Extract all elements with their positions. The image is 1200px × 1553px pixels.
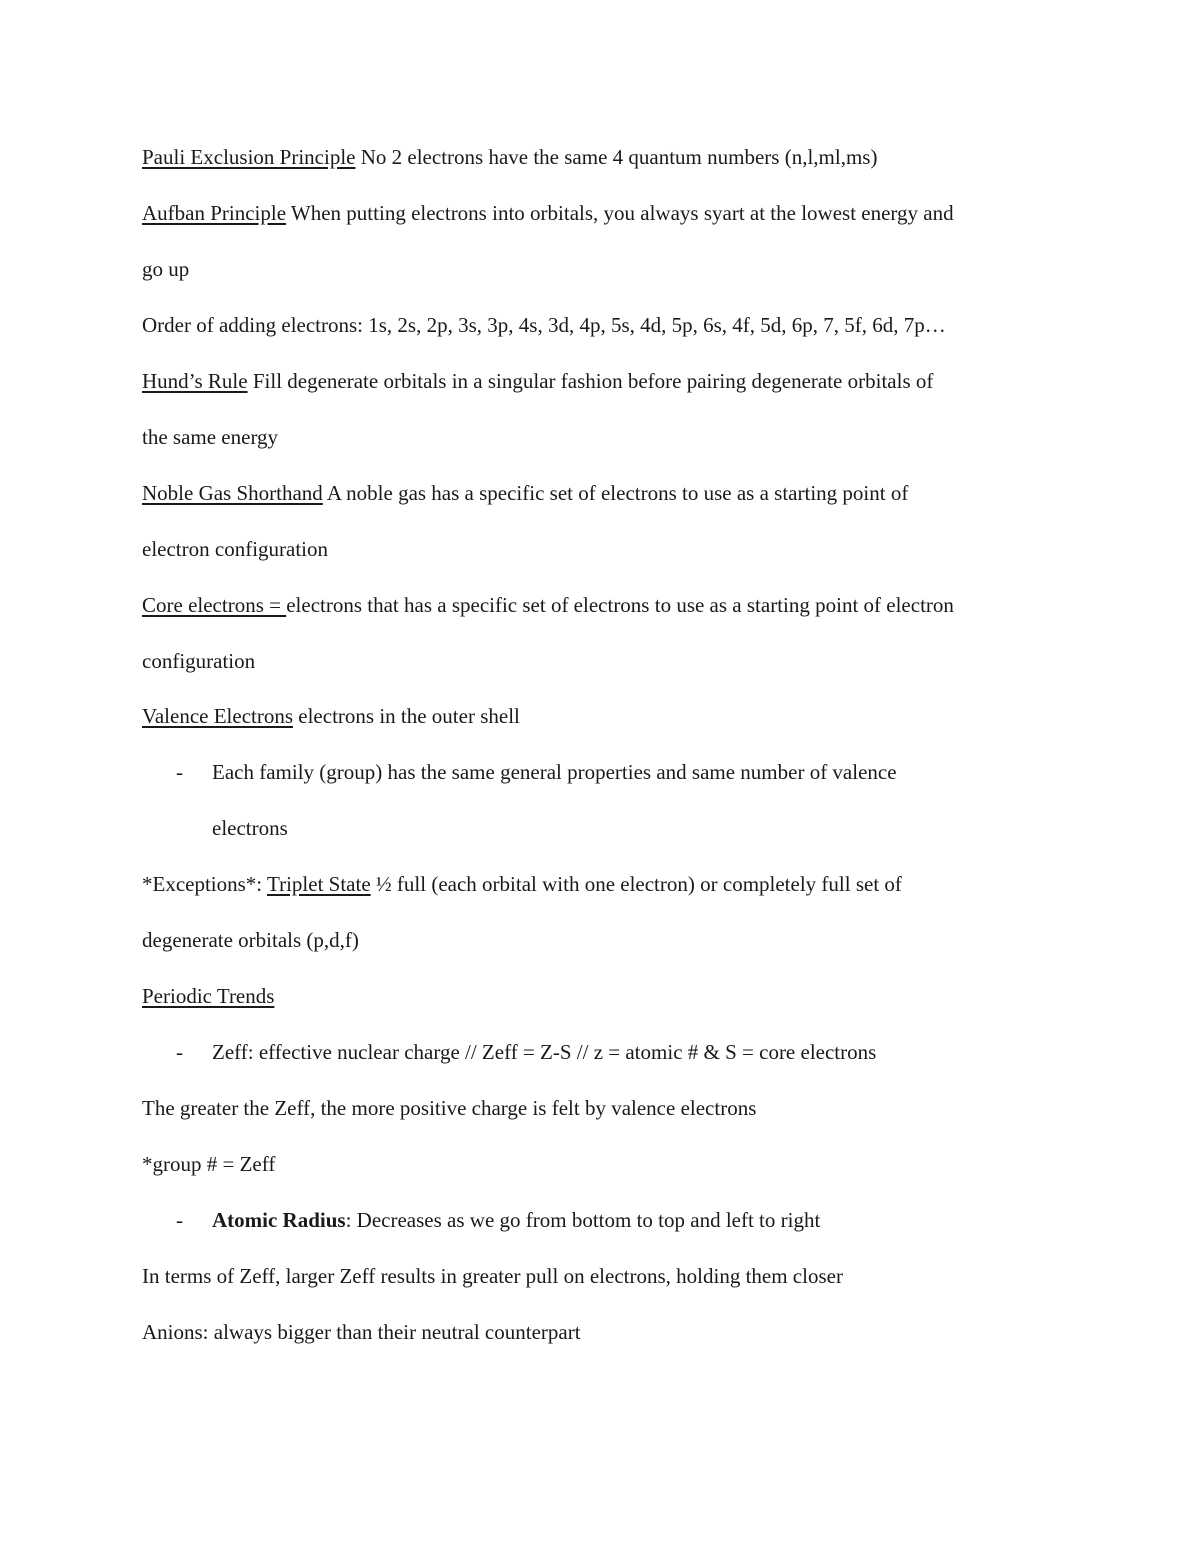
exceptions-prefix: *Exceptions*: [142,872,268,896]
zeff-line: The greater the Zeff, the more positive charge is felt by valence electrons [142,1096,757,1120]
core-line [142,592,954,618]
noble-cont: electron configuration [142,537,329,561]
radius-line [212,1207,820,1233]
zeff-bullet-mark: - [176,1040,183,1064]
noble-text: A noble gas has a specific set of electrons to use as a starting point of [322,481,909,505]
hund-line [142,368,933,394]
order-line: Order of adding electrons: 1s, 2s, 2p, 3s, 3p, 4s, 3d, 4p, 5s, 4d, 5p, 6s, 4f, 5d, 6p, 7, 5f, 6d, 7p… [142,313,946,337]
core-cont: configuration [142,649,256,673]
valence-text: electrons in the outer shell [293,704,520,728]
noble-line [142,480,908,506]
exceptions-cont: degenerate orbitals (p,d,f) [142,928,359,952]
valence-term: Valence Electrons [142,704,294,728]
valence-line [142,703,520,729]
anions-line: Anions: always bigger than their neutral counterpart [142,1320,581,1344]
periodic-heading: Periodic Trends [142,984,275,1008]
hund-cont: the same energy [142,425,279,449]
radius-bullet-mark: - [176,1208,183,1232]
pauli-term: Pauli Exclusion Principle [142,145,356,169]
exceptions-term: Triplet State [267,872,371,896]
pauli-text: No 2 electrons have the same 4 quantum numbers (n,l,ml,ms) [355,145,878,169]
radius-term: Atomic Radius [212,1208,346,1232]
radius-text: : Decreases as we go from bottom to top and left to right [345,1208,821,1232]
hund-text: Fill degenerate orbitals in a singular fashion before pairing degenerate orbitals of [247,369,934,393]
noble-term: Noble Gas Shorthand [142,481,323,505]
hund-term: Hund’s Rule [142,369,248,393]
zeff-bullet-text: Zeff: effective nuclear charge // Zeff = Z-S // z = atomic # & S = core electrons [212,1040,877,1064]
aufban-line [142,200,954,226]
aufban-term: Aufban Principle [142,201,287,225]
core-term: Core electrons = [142,593,287,617]
core-text: electrons that has a specific set of electrons to use as a starting point of electron [286,593,954,617]
valence-bullet-text: Each family (group) has the same general properties and same number of valence [212,760,897,784]
valence-bullet-cont: electrons [212,816,288,840]
aufban-cont: go up [142,257,190,281]
exceptions-text: ½ full (each orbital with one electron) or completely full set of [370,872,902,896]
valence-bullet-mark: - [176,760,183,784]
terms-line: In terms of Zeff, larger Zeff results in greater pull on electrons, holding them closer [142,1264,843,1288]
pauli-line [142,144,877,170]
aufban-text: When putting electrons into orbitals, you always syart at the lowest energy and [286,201,954,225]
group-line: *group # = Zeff [142,1152,276,1176]
exceptions-line [142,871,902,897]
